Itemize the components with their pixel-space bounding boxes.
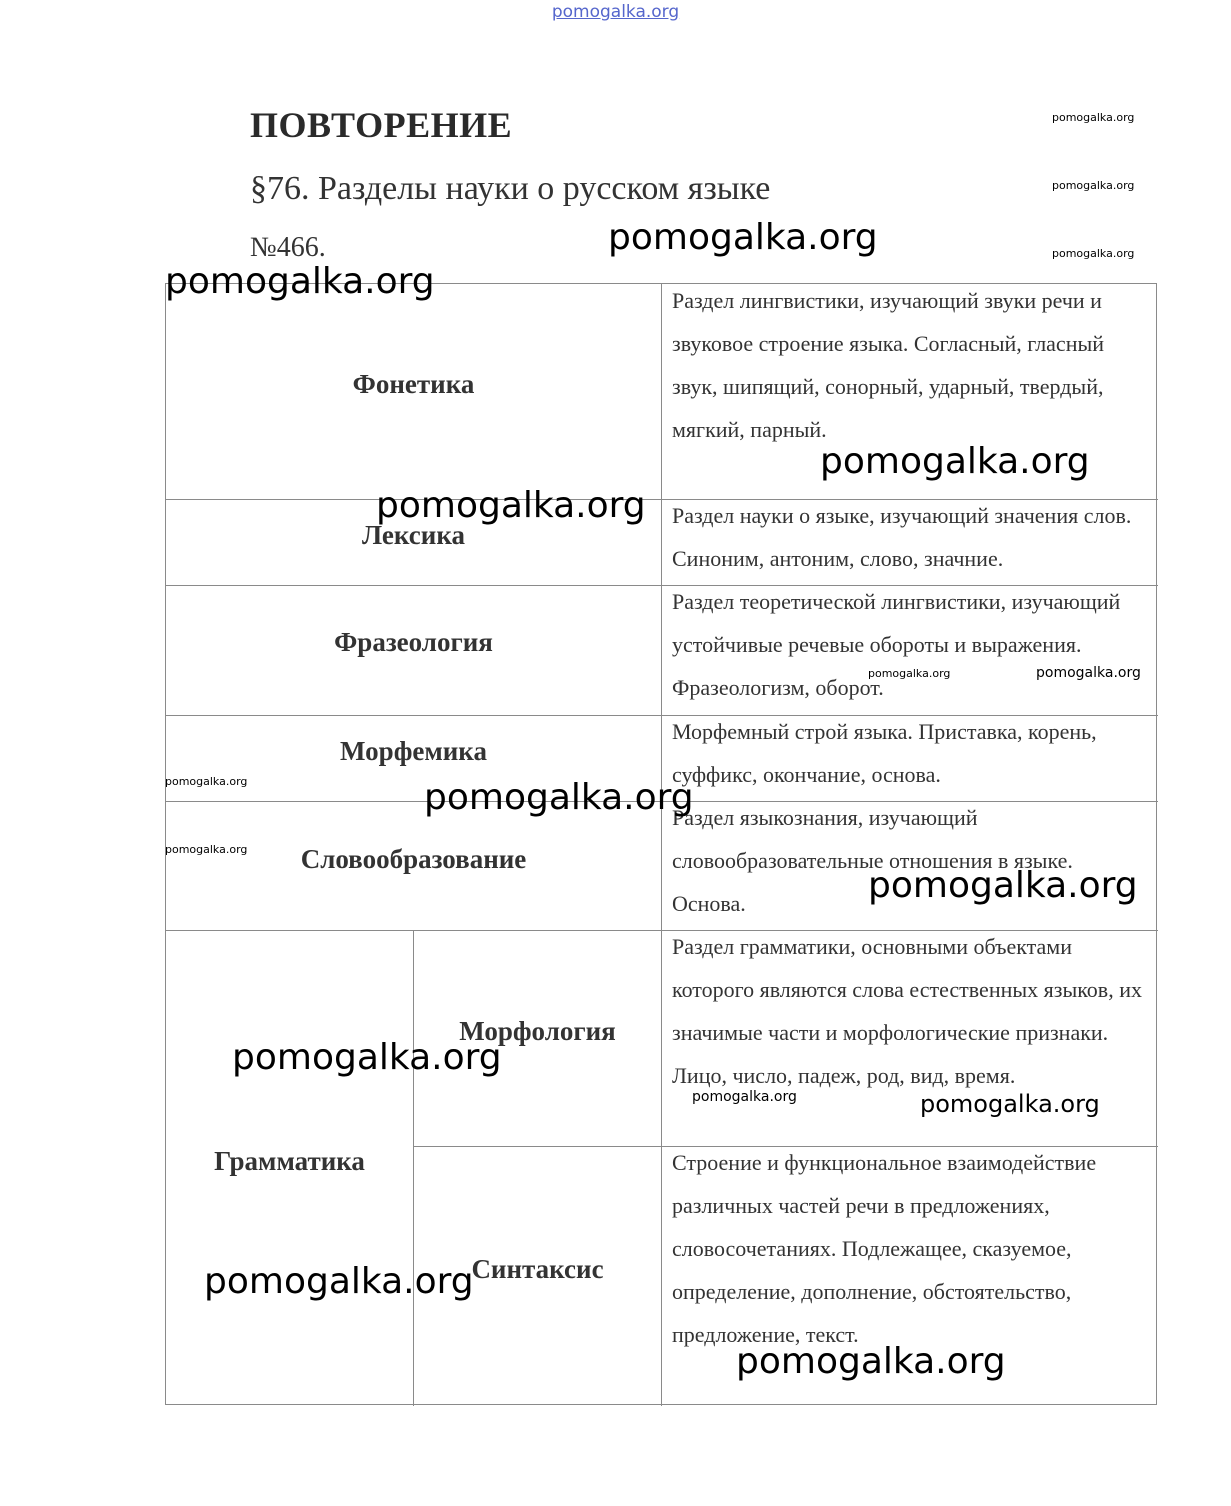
- watermark: pomogalka.org: [232, 1037, 502, 1078]
- watermark: pomogalka.org: [820, 441, 1090, 482]
- term-morphemics: Морфемика: [340, 735, 487, 766]
- description-morphemics: Морфемный строй языка. Приставка, корень, суффикс, окончание, основа.: [672, 719, 1097, 787]
- watermark: pomogalka.org: [868, 865, 1138, 906]
- section-title: §76. Разделы науки о русском языке: [250, 170, 771, 207]
- term-lexicology: Лексика: [362, 519, 465, 550]
- description-morphology: Раздел грамматики, основными объектами которого являются слова естественных языков, их значимые части и морфологические признаки. Лицо, число, падеж, род, вид, время.: [672, 934, 1142, 1088]
- term-syntax: Синтаксис: [471, 1253, 604, 1284]
- watermark: pomogalka.org: [692, 1089, 797, 1105]
- watermark: pomogalka.org: [608, 217, 878, 258]
- site-link[interactable]: pomogalka.org: [551, 2, 680, 22]
- task-number: №466.: [250, 232, 326, 263]
- watermark: pomogalka.org: [920, 1090, 1100, 1118]
- watermark: pomogalka.org: [1052, 179, 1135, 192]
- term-grammar: Грамматика: [214, 1145, 365, 1176]
- watermark: pomogalka.org: [1036, 665, 1141, 681]
- term-phonetics: Фонетика: [352, 368, 475, 399]
- page-title: ПОВТОРЕНИЕ: [250, 105, 513, 145]
- watermark: pomogalka.org: [868, 667, 951, 680]
- watermark: pomogalka.org: [736, 1341, 1006, 1382]
- description-lexicology: Раздел науки о языке, изучающий значения слов. Синоним, антоним, слово, значние.: [672, 503, 1132, 571]
- description-phonetics: Раздел лингвистики, изучающий звуки речи и звуковое строение языка. Согласный, гласный звук, шипящий, сонорный, ударный, твердый, мягкий, парный.: [672, 288, 1105, 442]
- description-syntax: Строение и функциональное взаимодействие различных частей речи в предложениях, словосочетаниях. Подлежащее, сказуемое, определение, дополнение, обстоятельство, предложение, текст.: [672, 1150, 1097, 1347]
- watermark: pomogalka.org: [376, 485, 646, 526]
- watermark: pomogalka.org: [424, 777, 694, 818]
- watermark: pomogalka.org: [165, 261, 435, 302]
- description-phraseology: Раздел теоретической лингвистики, изучающий устойчивые речевые обороты и выражения. Фразеологизм, оборот.: [672, 589, 1121, 700]
- term-word-formation: Словообразование: [300, 843, 527, 874]
- watermark: pomogalka.org: [1052, 111, 1135, 124]
- term-morphology: Морфология: [459, 1015, 616, 1046]
- description-word-formation: Раздел языкознания, изучающий словообразовательные отношения в языке. Основа.: [672, 805, 1073, 916]
- watermark: pomogalka.org: [165, 843, 248, 856]
- term-phraseology: Фразеология: [334, 626, 493, 657]
- watermark: pomogalka.org: [204, 1261, 474, 1302]
- watermark: pomogalka.org: [1052, 247, 1135, 260]
- watermark: pomogalka.org: [165, 775, 248, 788]
